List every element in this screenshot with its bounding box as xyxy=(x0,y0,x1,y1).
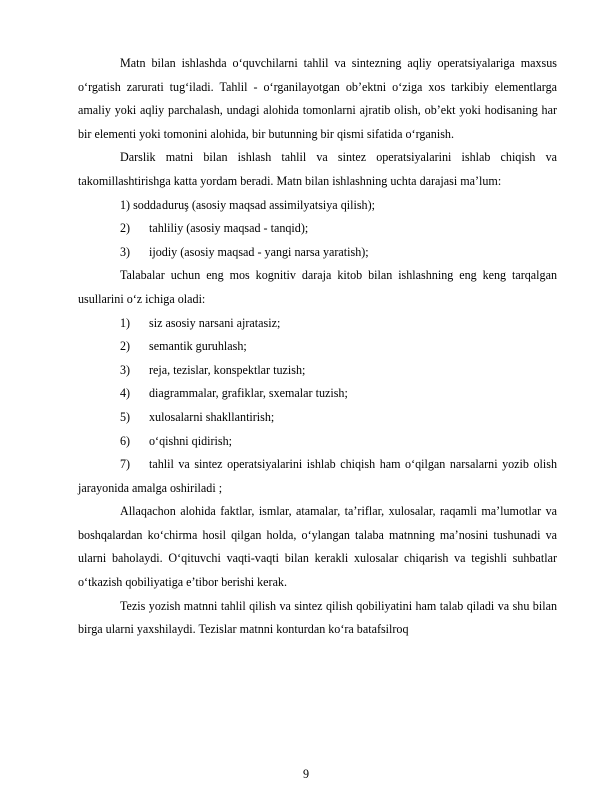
list-item-number: 1) xyxy=(120,315,131,330)
list-item xyxy=(78,453,557,500)
list-item-text: tahlil va sintez operatsiyalarini ishlab chiqish ham o‘qilgan narsalarni yozib olish jarayonida amalga oshiriladi ; xyxy=(78,457,557,495)
list-item-number: 3) xyxy=(120,244,131,259)
list-item xyxy=(78,430,557,454)
list-item xyxy=(78,359,557,383)
list-item-text: semantik guruhlash; xyxy=(149,339,247,354)
list-item-number: 5) xyxy=(120,409,131,424)
methods-list xyxy=(78,312,557,501)
list-item-text: tahliliy (asosiy maqsad - tanqid); xyxy=(149,221,309,236)
document-body xyxy=(78,52,557,642)
list-item-number: 1) sodda xyxy=(120,197,162,212)
list-item xyxy=(78,241,557,265)
list-item-text: reja, tezislar, konspektlar tuzish; xyxy=(149,362,306,377)
list-item-text: duruş (asosiy maqsad assimilyatsiya qilish); xyxy=(162,197,375,212)
list-item-number: 2) xyxy=(120,339,131,354)
list-item-number: 7) xyxy=(120,457,131,472)
list-item-number: 4) xyxy=(120,386,131,401)
paragraph-thesis-writing: Tezis yozish matnni tahlil qilish va sintez qilish qobiliyatini ham talab qiladi va shu bilan birga ularni yaxshilaydi. Tezislar matnni konturdan ko‘ra batafsilroq xyxy=(78,598,557,637)
list-item xyxy=(78,217,557,241)
list-item xyxy=(78,406,557,430)
list-item xyxy=(78,312,557,336)
list-item xyxy=(78,382,557,406)
list-item-text: o‘qishni qidirish; xyxy=(149,433,232,448)
paragraph-analysis-synthesis: Matn bilan ishlashda o‘quvchilarni tahlil va sintezning aqliy operatsiyalariga maxsus o‘rgatish zarurati tug‘iladi. Tahlil - o‘rganilayotgan ob’ektni o‘ziga xos tarkibiy elementlarga amaliy yoki aqliy parchalash, undagi alohida tomonlarni ajratib olish, ob’ekt yoki hodisaning har bir elementi yoki tomonini alohida, bir butunning bir qismi sifatida o‘rganish. xyxy=(78,56,557,141)
paragraph-cognitive-level: Talabalar uchun eng mos kognitiv daraja kitob bilan ishlashning eng keng tarqalgan usullarini o‘z ichiga oladi: xyxy=(78,268,557,306)
page-number: 9 xyxy=(302,767,310,781)
paragraph-student-understanding: Allaqachon alohida faktlar, ismlar, atamalar, ta’riflar, xulosalar, raqamli ma’lumotlar va boshqalardan ko‘chirma hosil qilgan holda, o‘ylangan talaba matnning ma’nosini tushunadi va ularni baholaydi. O‘qituvchi vaqti-vaqti bilan kerakli xulosalar chiqarish va tegishli suhbatlar o‘tkazish qobiliyatiga e’tibor berishi kerak. xyxy=(78,504,557,590)
list-item xyxy=(78,194,557,218)
list-item-text: ijodiy (asosiy maqsad - yangi narsa yaratish); xyxy=(149,244,369,259)
list-item-number: 6) xyxy=(120,433,131,448)
list-item-text: diagrammalar, grafiklar, sxemalar tuzish; xyxy=(149,386,348,401)
list-item-number: 2) xyxy=(120,221,131,236)
paragraph-text-work-levels: Darslik matni bilan ishlash tahlil va sintez operatsiyalarini ishlab chiqish va takomillashtirishga katta yordam beradi. Matn bilan ishlashning uchta darajasi ma’lum: xyxy=(78,150,557,188)
levels-list xyxy=(78,194,557,265)
list-item-number: 3) xyxy=(120,362,131,377)
list-item-text: siz asosiy narsani ajratasiz; xyxy=(149,315,281,330)
list-item-text: xulosalarni shakllantirish; xyxy=(149,409,275,424)
list-item xyxy=(78,335,557,359)
